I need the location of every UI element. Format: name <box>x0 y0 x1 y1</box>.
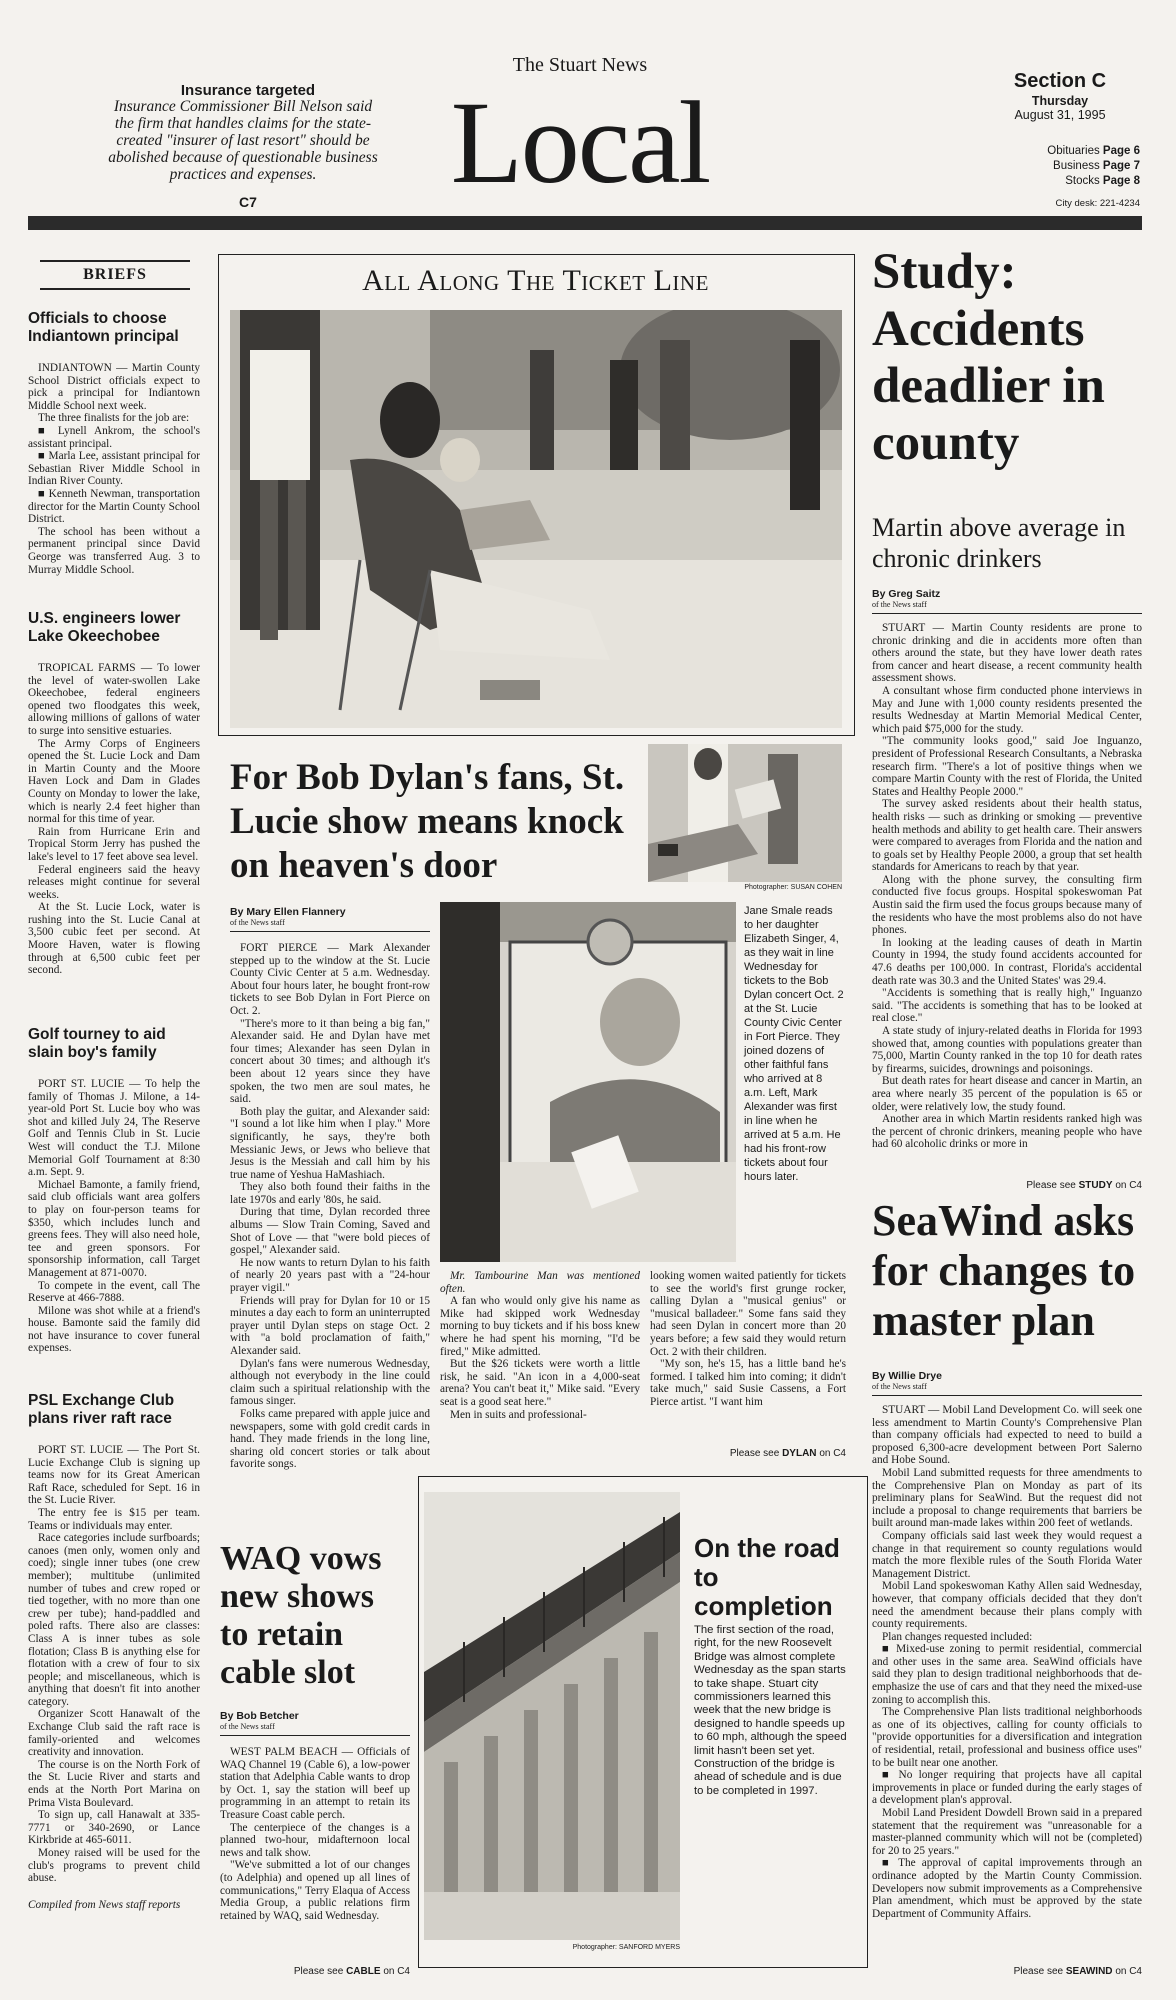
masthead-rule <box>28 216 1142 230</box>
dylan-headline: For Bob Dylan's fans, St. Lucie show means knock on heaven's door <box>230 757 625 886</box>
bridge-caption: The first section of the road, right, for the new Roosevelt Bridge was almost complete Wednesday as the span starts to take shape. Stuart city commissioners learned this week that the new bridge is designed to handle speeds up to 60 mph, although the speed limit hasn't been set yet. Construction of the bridge is ahead of schedule and is due to be completed in 1997. <box>694 1624 847 1797</box>
brief-body: PORT ST. LUCIE — To help the family of Thomas J. Milone, a 14-year-old Port St. Lucie boy who was shot and killed July 24, The Reserve Golf and Tennis Club in St. Lucie West will conduct the T.J. Milone Memorial Golf Tournament at 8:30 a.m. Sept. 9. Michael Bamonte, a family friend, said club officials want area golfers to play on four-person teams for $350, which includes lunch and greens fees. They will also need hole, tee and green sponsors. For sponsorship information, call Target Management at 871-0070. To compete in the event, call The Reserve at 466-7888. Milone was shot while at a friend's house. Bamonte said the family did not have insurance to cover funeral expenses. <box>28 1078 200 1355</box>
seawind-byline: By Willie Drye of the News staff <box>872 1370 1142 1396</box>
ticket-line-photo <box>230 310 842 728</box>
study-headline: Study: Accidents deadlier in county <box>872 244 1105 471</box>
brief-headline: Golf tourney to aid slain boy's family <box>28 1026 166 1061</box>
seawind-body: STUART — Mobil Land Development Co. will seek one less amendment to Martin County's Comprehensive Plan than company officials had expected to need to build a proposed 6,300-acre development between Port Salerno and Hobe Sound. Mobil Land submitted requests for three amendments to the Comprehensive Plan on Monday as part of its preliminary plans for SeaWind. But the request did not include a proposal to change requirements that barriers be built around man-made lakes within 200 feet of wetlands. Company officials said last week they would request a change in that requirement so county regulations would match the more flexible rules of the South Florida Water Management District. Mobil Land spokeswoman Kathy Allen said Wednesday, however, that company officials decided that they don't need the amendment because their plans comply with county requirements. Plan changes requested included: ■ Mixed-use zoning to permit residential, commercial and other uses in the same area. SeaWind officials have said they plan to design traditional neighborhoods that de-emphasize the use of cars and that they need the mixed-use zoning to accomplish this. The Comprehensive Plan lists traditional neighborhoods as one of its objectives, calling for county officials to "provide opportunities for a diversification and integration of residential, retail, professional and business office uses" to be built near one another. ■ No longer requiring that projects have all capital improvements in place or funded during the early stages of a development plan's approval. Mobil Land President Dowdell Brown said in a prepared statement that the requirement was "unreasonable for a master-planned community which will not be (completed) for 20 to 25 years." ■ The approval of capital improvements through an ordinance adopted by the Martin County Commission. Developers now submit improvements as a Comprehensive Plan amendment, which must be approved by the state Department of Community Affairs. <box>872 1404 1142 1920</box>
bridge-headline: On the road to completion <box>694 1533 840 1621</box>
index-row: Business Page 7 <box>1053 160 1140 172</box>
seawind-headline: SeaWind asks for changes to master plan <box>872 1196 1136 1345</box>
brief-item <box>28 1392 200 1911</box>
issue-day: Thursday <box>1031 94 1089 108</box>
ticket-window-photo <box>440 902 736 1262</box>
dylan-column-3: looking women waited patiently for tickets to see the world's first grunge rocker, calling Dylan a "musical genius" or "musical balladeer." Some fans said they had seen Dylan in concert more than 20 years before; a few said they would return Oct. 2 with their children. "My son, he's 15, has a little band he's formed. I talked him into coming; it didn't take much," said Susie Cassens, a Fort Pierce artist. "I want him <box>650 1270 846 1408</box>
brief-body: PORT ST. LUCIE — The Port St. Lucie Exchange Club is signing up teams now for its Great American Raft Race, scheduled for Sept. 16 in the St. Lucie River. The entry fee is $15 per team. Teams or individuals may enter. Race categories include surfboards; canoes (men only, women only and coed); single inner tubes (one crew member); multitube (unlimited number of tubes and crew roped or tied together, with no more than one crew per tube); hand-paddled and poled rafts. There also are classes: Class A is inner tubes as sole flotation; Class B is anything else for flotation with a crew of four to six people; and miscellaneous, which is anything that doesn't fit into another category. Organizer Scott Hanawalt of the Exchange Club said the raft race is family-oriented and welcomes creativity and innovation. The course is on the North Fork of the St. Lucie River and starts and ends at the North Port Marina on Prima Vista Boulevard. To sign up, call Hanawalt at 335-7771 or 340-2690, or Lance Kirkbride at 465-6011. Money raised will be used for the club's programs to prevent child abuse. <box>28 1444 200 1885</box>
waq-byline: By Bob Betcher of the News staff <box>220 1710 410 1736</box>
section-title: Local <box>450 77 710 208</box>
seawind-jump-reference[interactable]: Please see SEAWIND on C4 <box>1013 1966 1142 1977</box>
briefs-footer: Compiled from News staff reports <box>28 1898 181 1911</box>
teaser-summary: Insurance Commissioner Bill Nelson said the firm that handles claims for the state-created "insurer of last resort" should be abolished because of questionable business practices and expenses. <box>108 98 378 183</box>
dylan-column-1: FORT PIERCE — Mark Alexander stepped up to the window at the St. Lucie County Civic Center at 5 a.m. Wednesday. About four hours later, he bought front-row tickets to see Bob Dylan in Fort Pierce on Oct. 2. "There's more to it than being a big fan," Alexander said. He and Dylan have met four times; Alexander has seen Dylan in concert about 30 times; and although it's been about 12 years since they have spoken, the two men are soul mates, he said. Both play the guitar, and Alexander said: "I sound a lot like him when I play." More significantly, he says, they're both Messianic Jews, or Jews who believe that Jesus is the Messiah and call him by his true name of Yeshua HaMashiach. They also both found their faiths in the late 1970s and early '80s, he said. During that time, Dylan recorded three albums — Slow Train Coming, Saved and Shot of Love — that "were bold pieces of gospel," Alexander said. He now wants to return Dylan to his faith of nearly 20 years past with a "24-hour prayer vigil." Friends will pray for Dylan for 10 or 15 minutes a day each to form an uninterrupted prayer until Dylan steps on stage Oct. 2 with "a bold proclamation of faith," Alexander said. Dylan's fans were numerous Wednesday, although not everybody in the line could claim such a spiritual relationship with the famous singer. Folks came prepared with apple juice and newspapers, some with gold credit cards in hand. They made friends in the long line, sharing old concert stories or talk about favorite songs. <box>230 942 430 1471</box>
study-byline: By Greg Saitz of the News staff <box>872 588 1142 614</box>
section-label: Section C <box>1013 70 1107 92</box>
brief-headline: PSL Exchange Club plans river raft race <box>28 1392 175 1427</box>
brief-item <box>28 310 200 576</box>
study-jump-reference[interactable]: Please see STUDY on C4 <box>1026 1180 1142 1191</box>
city-desk-phone: City desk: 221-4234 <box>1055 198 1140 209</box>
briefs-header: BRIEFS <box>40 260 190 290</box>
fan-tickets-photo <box>648 744 842 882</box>
photo-package-title: All Along The Ticket Line <box>362 264 709 297</box>
dylan-byline: By Mary Ellen Flannery of the News staff <box>230 906 430 932</box>
waq-body: WEST PALM BEACH — Officials of WAQ Channel 19 (Cable 6), a low-power station that Adelphia Cable wants to drop by Oct. 1, say the station will beef up programming in an attempt to retain its Treasure Coast cable perch. The centerpiece of the changes is a planned two-hour, midafternoon local news and talk show. "We've submitted a lot of our changes (to Adelphia) and opened up all lines of communications," Terry Elaqua of Access Media Group, a public relations firm retained by WAQ, said Wednesday. <box>220 1746 410 1922</box>
dylan-column-2: Mr. Tambourine Man was mentioned often. A fan who would only give his name as Mike had skipped work Wednesday morning to buy tickets and if his boss knew where he had spent his morning, "I'd be fired," Mike admitted. But the $26 tickets were worth a little risk, he said. "An icon in a 4,000-seat arena? You can't beat it," Mike said. "Every seat is a good seat here." Men in suits and professional- <box>440 1270 640 1421</box>
brief-headline: U.S. engineers lower Lake Okeechobee <box>28 610 181 645</box>
index-row: Obituaries Page 6 <box>1047 145 1140 157</box>
teaser-page-ref: C7 <box>239 194 257 210</box>
brief-item <box>28 610 200 977</box>
page-index <box>960 144 1140 189</box>
issue-date: August 31, 1995 <box>1014 108 1106 122</box>
brief-body: INDIANTOWN — Martin County School District officials expect to pick a principal for Indiantown Middle School next week. The three finalists for the job are: ■ Lynell Ankrom, the school's assistant principal. ■ Marla Lee, assistant principal for Sebastian River Middle School in Indian River County. ■ Kenneth Newman, transportation director for the Martin County School District. The school has been without a permanent principal since David George was transferred Aug. 3 to Murray Middle School. <box>28 362 200 576</box>
brief-headline: Officials to choose Indiantown principal <box>28 310 179 345</box>
dylan-jump-reference[interactable]: Please see DYLAN on C4 <box>729 1448 846 1459</box>
waq-jump-reference[interactable]: Please see CABLE on C4 <box>293 1966 410 1977</box>
teaser-headline: Insurance targeted <box>180 82 316 99</box>
study-body: STUART — Martin County residents are prone to chronic drinking and die in accidents more often than others around the state, but they have lower death rates from cancer and heart disease, a recent community health assessment shows. A consultant whose firm conducted phone interviews in May and June with 1,000 county residents presented the results Wednesday at Martin Memorial Medical Center, which paid $75,000 for the study. "The community looks good," said Joe Inguanzo, president of Professional Research Consultants, a Nebraska research firm. "There's a lot of positive things when we compare Martin County with the rest of Florida, the United States and Healthy People 2000." The survey asked residents about their health status, health risks — such as drinking or smoking — preventive health methods and ability to get health care. Their answers were compared to averages from Florida and the nation and to goals set by Healthy People 2000, a group that set health standards for Americans to reach by that year. Along with the phone survey, the consulting firm conducted five focus groups. Hospital spokeswoman Pat Austin said the firm used the focus groups because many of the residents who have the most problems also do not have phones. In looking at the leading causes of death in Martin County in 1994, the study found accidents accounted for 47.6 deaths per 100,000. In contrast, Florida's accidental death rate was 30.3 and the United States' was 29.4. "Accidents is something that is really high," Inguanzo said. "The accidents is something that has to be looked at real close." A state study of injury-related deaths in Florida for 1993 showed that, among counties with populations greater than 75,000, Martin County ranked in the top 10 for death rates by firearms, suicides, drownings and poisonings. But death rates for heart disease and cancer in Martin, an area where nearly 35 percent of the population is 65 or older, were relatively low, the study found. Another area in which Martin residents ranked high was the percent of chronic drinkers, meaning people who have had 60 alcoholic drinks or more in <box>872 622 1142 1151</box>
newspaper-name: The Stuart News <box>512 54 648 76</box>
brief-body: TROPICAL FARMS — To lower the level of water-swollen Lake Okeechobee, federal engineers opened two floodgates this week, allowing millions of gallons of water to surge into sensitive estuaries. The Army Corps of Engineers opened the St. Lucie Lock and Dam in Martin County and the Moore Haven Lock and Dam in Glades County on Monday to lower the lake, which is nearly 2.4 feet higher than normal for this time of year. Rain from Hurricane Erin and Tropical Storm Jerry has pushed the lake's level to 17 feet above sea level. Federal engineers said the heavy releases might continue for several weeks. At the St. Lucie Lock, water is rushing into the St. Lucie Canal at 3,500 cubic feet per second. At Moore Haven, water is flowing through at 6,500 cubic feet per second. <box>28 662 200 977</box>
brief-item <box>28 1026 200 1355</box>
study-deck: Martin above average in chronic drinkers <box>872 513 1126 573</box>
photo-credit: Photographer: SUSAN COHEN <box>744 884 842 891</box>
index-row: Stocks Page 8 <box>1065 175 1140 187</box>
waq-headline: WAQ vows new shows to retain cable slot <box>220 1540 382 1691</box>
bridge-construction-photo <box>424 1492 680 1940</box>
photo-caption: Jane Smale reads to her daughter Elizabeth Singer, 4, as they wait in line Wednesday for tickets to the Bob Dylan concert Oct. 2 at the St. Lucie County Civic Center in Fort Pierce. They joined dozens of other faithful fans who arrived at 8 a.m. Left, Mark Alexander was first in line when he arrived at 5 a.m. He had his front-row tickets about four hours later. <box>744 905 844 1183</box>
photo-credit: Photographer: SANFORD MYERS <box>572 1944 680 1951</box>
